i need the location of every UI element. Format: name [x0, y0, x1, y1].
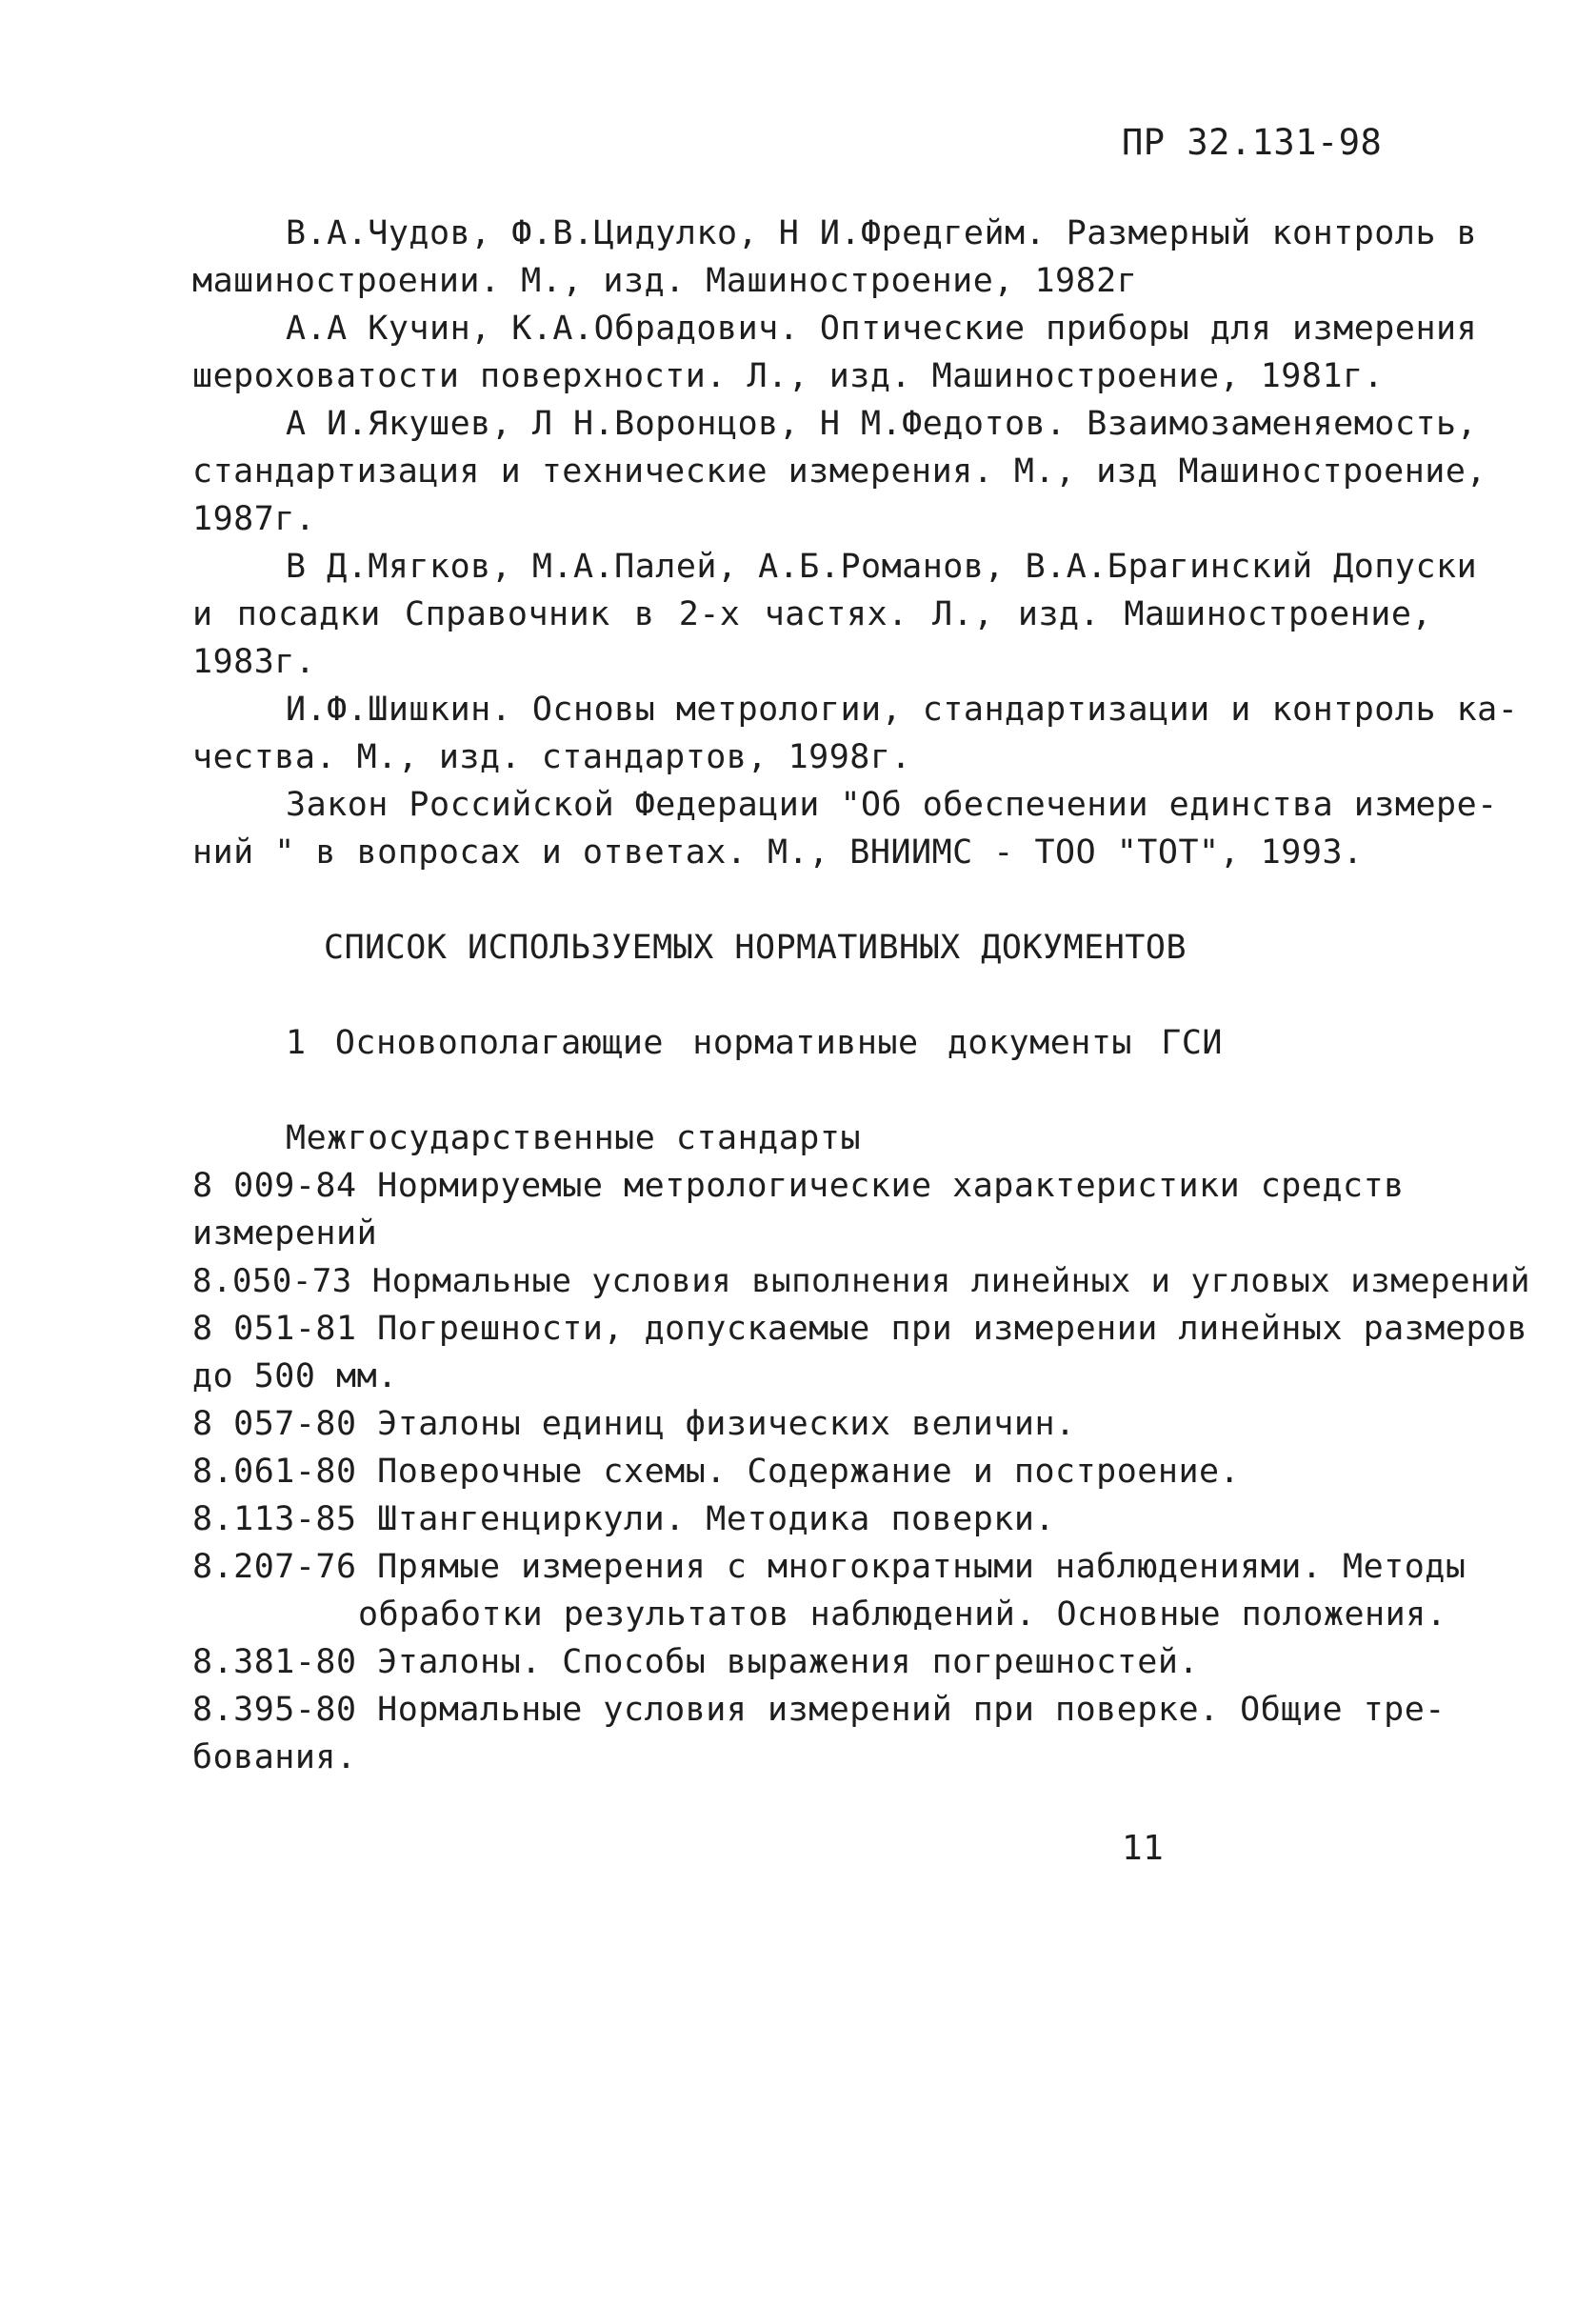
page-number: 11 — [1122, 1829, 1165, 1868]
reference-line: шероховатости поверхности. Л., изд. Машиностроение, 1981г. — [192, 357, 1385, 395]
reference-line: чества. М., изд. стандартов, 1998г. — [192, 738, 912, 776]
reference-line: В Д.Мягков, М.А.Палей, А.Б.Романов, В.А.Брагинский Допуски — [286, 548, 1478, 586]
standard-line: 8.207-76 Прямые измерения с многократными наблюдениями. Методы — [192, 1548, 1466, 1586]
reference-line: машиностроении. М., изд. Машиностроение, 1982г — [192, 262, 1138, 300]
reference-line: И.Ф.Шишкин. Основы метрологии, стандартизации и контроль ка- — [286, 691, 1519, 729]
reference-line: стандартизация и технические измерения. М., изд Машиностроение, — [192, 452, 1487, 491]
reference-line: А.А Кучин, К.А.Обрадович. Оптические приборы для измерения — [286, 310, 1478, 348]
standard-line: измерений — [192, 1214, 378, 1253]
reference-line: ний " в вопросах и ответах. М., ВНИИМС - ТОО "ТОТ", 1993. — [192, 833, 1364, 872]
subsection-title: 1 Основополагающие нормативные документы ГСИ — [286, 1024, 1223, 1062]
reference-line: Закон Российской Федерации "Об обеспечении единства измере- — [286, 786, 1498, 824]
standard-line: 8.381-80 Эталоны. Способы выражения погрешностей. — [192, 1643, 1200, 1681]
standard-line: 8 009-84 Нормируемые метрологические характеристики средств — [192, 1167, 1405, 1205]
section-title: СПИСОК ИСПОЛЬЗУЕМЫХ НОРМАТИВНЫХ ДОКУМЕНТОВ — [324, 929, 1187, 967]
standard-line: 8 051-81 Погрешности, допускаемые при измерении линейных размеров — [192, 1310, 1528, 1348]
standard-line: бования. — [192, 1738, 357, 1776]
reference-line: В.А.Чудов, Ф.В.Цидулко, Н И.Фредгейм. Размерный контроль в — [286, 214, 1478, 252]
standard-line: обработки результатов наблюдений. Основные положения. — [358, 1595, 1447, 1634]
reference-line: 1987г. — [192, 500, 316, 538]
standard-line: 8.061-80 Поверочные схемы. Содержание и построение. — [192, 1453, 1241, 1491]
standard-line: 8.050-73 Нормальные условия выполнения линейных и угловых измерений — [192, 1262, 1530, 1300]
standard-line: 8.395-80 Нормальные условия измерений при поверке. Общие тре- — [192, 1691, 1446, 1729]
standard-line: 8 057-80 Эталоны единиц физических величин. — [192, 1405, 1076, 1443]
reference-line: 1983г. — [192, 643, 316, 681]
standard-line: 8.113-85 Штангенциркули. Методика поверки. — [192, 1500, 1056, 1538]
standard-line: до 500 мм. — [192, 1357, 398, 1395]
reference-line: и посадки Справочник в 2-х частях. Л., изд. Машиностроение, — [192, 595, 1432, 633]
document-code: ПР 32.131-98 — [1122, 122, 1383, 163]
group-title: Межгосударственные стандарты — [286, 1119, 862, 1157]
reference-line: А И.Якушев, Л Н.Воронцов, Н М.Федотов. Взаимозаменяемость, — [286, 405, 1478, 443]
